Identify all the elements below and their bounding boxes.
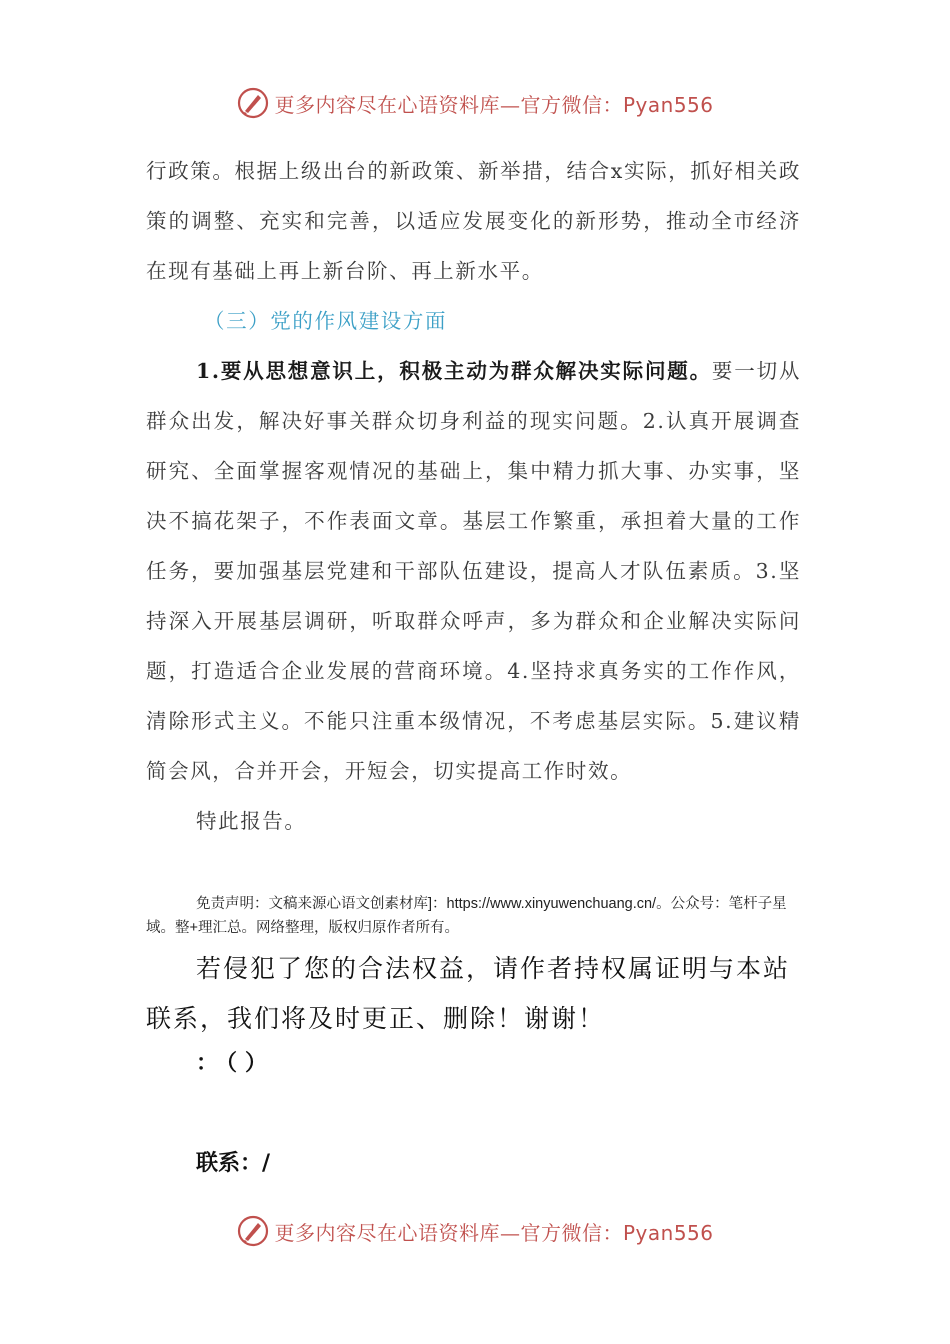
paragraph-1: 行政策。根据上级出台的新政策、新举措，结合x实际，抓好相关政策的调整、充实和完善，以适应发展变化的新形势，推动全市经济在现有基础上再上新台阶、再上新水平。 xyxy=(146,159,801,283)
footer-banner xyxy=(0,1211,950,1251)
disclaimer-text: 免责声明：文稿来源心语文创素材库]：https://www.xinyuwenchuang.cn/。公众号：笔杆子星域。整+理汇总。网络整理，版权归原作者所有。 xyxy=(146,896,787,936)
quill-pen-logo-icon xyxy=(236,86,270,120)
banner-text: 更多内容尽在心语资料库—官方微信：Pyan556 xyxy=(274,1220,714,1245)
quill-pen-logo-icon xyxy=(236,1214,270,1248)
paragraph-2-lead: 1.要从思想意识上，积极主动为群众解决实际问题。 xyxy=(196,359,712,383)
notice-text: 若侵犯了您的合法权益，请作者持权属证明与本站联系，我们将及时更正、删除！谢谢！ xyxy=(146,954,791,1033)
copyright-notice xyxy=(146,944,806,1044)
section-heading: （三）党的作风建设方面 xyxy=(204,309,448,333)
colon-line: ：（） xyxy=(196,1051,276,1076)
banner-text: 更多内容尽在心语资料库—官方微信：Pyan556 xyxy=(274,92,714,117)
contact-line: 联系：/ xyxy=(196,1151,271,1176)
disclaimer xyxy=(146,892,806,940)
header-banner xyxy=(0,83,950,123)
document-body xyxy=(146,146,801,846)
paragraph-2-body: 要一切从群众出发，解决好事关群众切身利益的现实问题。2.认真开展调查研究、全面掌握客观情况的基础上，集中精力抓大事、办实事，坚决不搞花架子，不作表面文章。基层工作繁重，承担着大量的工作任务，要加强基层党建和干部队伍建设，提高人才队伍素质。3.坚持深入开展基层调研，听取群众呼声，多为群众和企业解决实际问题，打造适合企业发展的营商环境。4.坚持求真务实的工作作风，清除形式主义。不能只注重本级情况，不考虑基层实际。5.建议精简会风，合并开会，开短会，切实提高工作时效。 xyxy=(146,359,801,783)
closing-line: 特此报告。 xyxy=(196,809,307,833)
paragraph-2 xyxy=(146,346,801,796)
